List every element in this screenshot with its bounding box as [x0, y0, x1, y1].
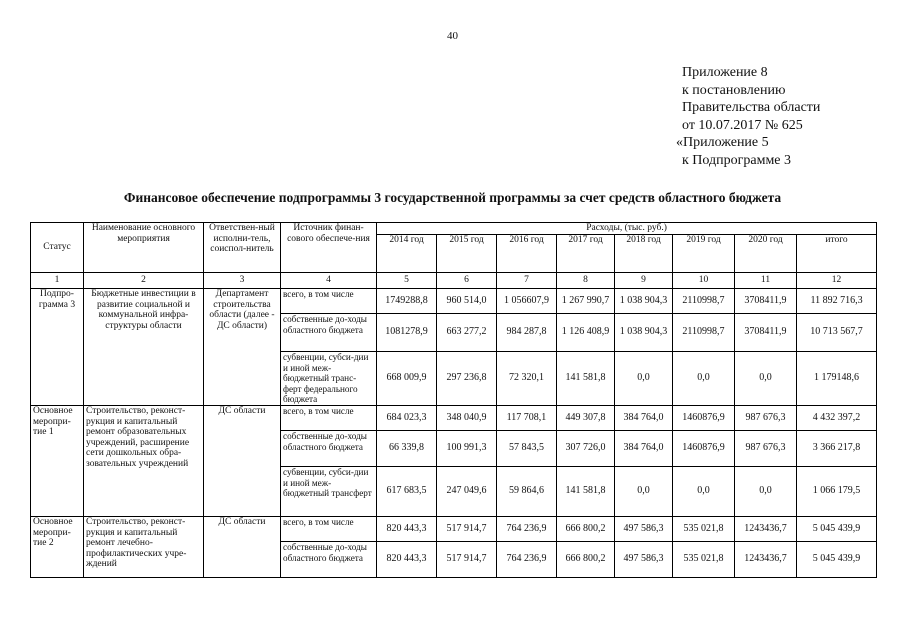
appendix-line: от 10.07.2017 № 625 [682, 117, 803, 133]
source-cell: собственные до-ходы областного бюджета [281, 542, 377, 578]
header-year: 2015 год [437, 235, 497, 273]
finance-table [30, 222, 877, 578]
appendix-line: Правительства области [682, 100, 821, 115]
value-cell: 666 800,2 [557, 517, 615, 542]
value-cell: 449 307,8 [557, 406, 615, 431]
value-cell: 141 581,8 [557, 467, 615, 517]
appendix-line: к постановлению [682, 82, 786, 98]
value-cell: 3 366 217,8 [797, 431, 877, 467]
value-cell: 684 023,3 [377, 406, 437, 431]
value-cell: 497 586,3 [615, 517, 673, 542]
column-number: 1 [31, 273, 84, 289]
value-cell: 0,0 [673, 467, 735, 517]
value-cell: 820 443,3 [377, 517, 437, 542]
header-expenses: Расходы, (тыс. руб.) [377, 223, 877, 235]
value-cell: 663 277,2 [437, 314, 497, 352]
value-cell: 0,0 [615, 467, 673, 517]
column-number: 7 [497, 273, 557, 289]
value-cell: 617 683,5 [377, 467, 437, 517]
header-responsible: Ответствен-ный исполни-тель, соиспол-нитель [204, 223, 281, 273]
value-cell: 0,0 [673, 352, 735, 406]
value-cell: 764 236,9 [497, 517, 557, 542]
value-cell: 5 045 439,9 [797, 517, 877, 542]
value-cell: 3708411,9 [735, 314, 797, 352]
column-number: 6 [437, 273, 497, 289]
value-cell: 0,0 [735, 352, 797, 406]
source-cell: всего, в том числе [281, 406, 377, 431]
appendix-line: Приложение 8 [682, 65, 768, 80]
status-cell: Основное меропри-тие 1 [31, 406, 84, 517]
value-cell: 141 581,8 [557, 352, 615, 406]
value-cell: 100 991,3 [437, 431, 497, 467]
value-cell: 2110998,7 [673, 289, 735, 314]
value-cell: 764 236,9 [497, 542, 557, 578]
value-cell: 535 021,8 [673, 517, 735, 542]
table-row [31, 406, 877, 431]
value-cell: 0,0 [615, 352, 673, 406]
value-cell: 59 864,6 [497, 467, 557, 517]
value-cell: 1 267 990,7 [557, 289, 615, 314]
appendix-line: к Подпрограмме 3 [682, 152, 792, 168]
value-cell: 987 676,3 [735, 431, 797, 467]
status-cell: Подпро-грамма 3 [31, 289, 84, 406]
value-cell: 1081278,9 [377, 314, 437, 352]
value-cell: 1460876,9 [673, 406, 735, 431]
column-number: 3 [204, 273, 281, 289]
value-cell: 1243436,7 [735, 542, 797, 578]
value-cell: 3708411,9 [735, 289, 797, 314]
value-cell: 247 049,6 [437, 467, 497, 517]
value-cell: 72 320,1 [497, 352, 557, 406]
header-year: 2014 год [377, 235, 437, 273]
value-cell: 1 038 904,3 [615, 289, 673, 314]
column-number: 5 [377, 273, 437, 289]
value-cell: 517 914,7 [437, 542, 497, 578]
header-year: 2017 год [557, 235, 615, 273]
value-cell: 535 021,8 [673, 542, 735, 578]
column-number: 12 [797, 273, 877, 289]
appendix-line: «Приложение 5 [676, 135, 769, 150]
header-name: Наименование основного мероприятия [84, 223, 204, 273]
value-cell: 10 713 567,7 [797, 314, 877, 352]
activity-name-cell: Строительство, реконст-рукция и капитальный ремонт лечебно-профилактических учре-ждений [84, 517, 204, 578]
activity-name-cell: Строительство, реконст-рукция и капитальный ремонт образовательных учреждений, расширение сети дошкольных обра-зовательных учреждений [84, 406, 204, 517]
value-cell: 5 045 439,9 [797, 542, 877, 578]
value-cell: 984 287,8 [497, 314, 557, 352]
value-cell: 348 040,9 [437, 406, 497, 431]
value-cell: 1749288,8 [377, 289, 437, 314]
column-number: 9 [615, 273, 673, 289]
value-cell: 57 843,5 [497, 431, 557, 467]
value-cell: 820 443,3 [377, 542, 437, 578]
source-cell: всего, в том числе [281, 517, 377, 542]
value-cell: 987 676,3 [735, 406, 797, 431]
column-number: 11 [735, 273, 797, 289]
column-number: 2 [84, 273, 204, 289]
value-cell: 0,0 [735, 467, 797, 517]
responsible-cell: Департамент строительства области (далее - ДС области) [204, 289, 281, 406]
header-year: 2018 год [615, 235, 673, 273]
header-year: 2016 год [497, 235, 557, 273]
column-number: 8 [557, 273, 615, 289]
source-cell: собственные до-ходы областного бюджета [281, 431, 377, 467]
value-cell: 307 726,0 [557, 431, 615, 467]
value-cell: 1 056607,9 [497, 289, 557, 314]
value-cell: 1243436,7 [735, 517, 797, 542]
status-cell: Основное меропри-тие 2 [31, 517, 84, 578]
header-total: итого [797, 235, 877, 273]
value-cell: 960 514,0 [437, 289, 497, 314]
appendix-block [676, 64, 821, 169]
page-number: 40 [447, 30, 458, 42]
responsible-cell: ДС области [204, 517, 281, 578]
value-cell: 384 764,0 [615, 431, 673, 467]
source-cell: субвенции, субси-дии и иной меж-бюджетный транс-ферт федерального бюджета [281, 352, 377, 406]
header-year: 2020 год [735, 235, 797, 273]
table-row [31, 517, 877, 542]
table-row [31, 289, 877, 314]
column-number: 10 [673, 273, 735, 289]
value-cell: 2110998,7 [673, 314, 735, 352]
source-cell: собственные до-ходы областного бюджета [281, 314, 377, 352]
value-cell: 497 586,3 [615, 542, 673, 578]
column-number: 4 [281, 273, 377, 289]
source-cell: всего, в том числе [281, 289, 377, 314]
responsible-cell: ДС области [204, 406, 281, 517]
source-cell: субвенции, субси-дии и иной меж-бюджетный трансферт [281, 467, 377, 517]
value-cell: 384 764,0 [615, 406, 673, 431]
value-cell: 1 066 179,5 [797, 467, 877, 517]
value-cell: 1460876,9 [673, 431, 735, 467]
header-source: Источник финан-сового обеспече-ния [281, 223, 377, 273]
document-title: Финансовое обеспечение подпрограммы 3 государственной программы за счет средств областного бюджета [123, 190, 782, 205]
value-cell: 1 126 408,9 [557, 314, 615, 352]
value-cell: 666 800,2 [557, 542, 615, 578]
value-cell: 1 179148,6 [797, 352, 877, 406]
value-cell: 66 339,8 [377, 431, 437, 467]
value-cell: 4 432 397,2 [797, 406, 877, 431]
value-cell: 117 708,1 [497, 406, 557, 431]
value-cell: 297 236,8 [437, 352, 497, 406]
value-cell: 1 038 904,3 [615, 314, 673, 352]
header-year: 2019 год [673, 235, 735, 273]
value-cell: 11 892 716,3 [797, 289, 877, 314]
value-cell: 668 009,9 [377, 352, 437, 406]
activity-name-cell: Бюджетные инвестиции в развитие социальной и коммунальной инфра-структуры области [84, 289, 204, 406]
value-cell: 517 914,7 [437, 517, 497, 542]
header-status: Статус [31, 223, 84, 273]
